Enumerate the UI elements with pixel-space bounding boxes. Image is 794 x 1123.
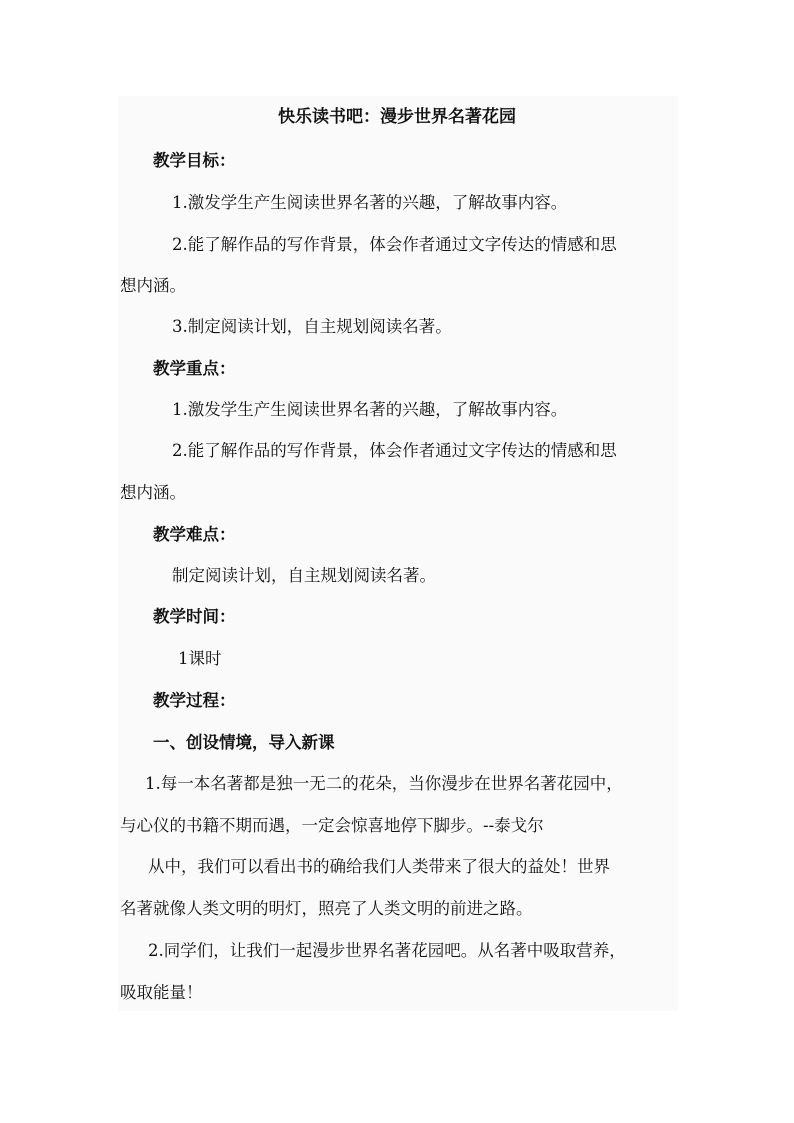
process-paragraph-2-continued: 名著就像人类文明的明灯，照亮了人类文明的前进之路。 (120, 899, 533, 918)
process-paragraph-1: 1.每一本名著都是独一无二的花朵，当你漫步在世界名著花园中， (145, 774, 623, 793)
document-title: 快乐读书吧：漫步世界名著花园 (278, 107, 516, 127)
time-heading: 教学时间： (153, 607, 236, 626)
difficulties-text: 制定阅读计划，自主规划阅读名著。 (172, 566, 436, 585)
key-point-item-2: 2.能了解作品的写作背景，体会作者通过文字传达的情感和思 (172, 441, 617, 460)
objective-item-3: 3.制定阅读计划，自主规划阅读名著。 (172, 317, 452, 336)
process-heading: 教学过程： (153, 691, 236, 710)
objective-item-1: 1.激发学生产生阅读世界名著的兴趣，了解故事内容。 (172, 193, 568, 212)
objectives-heading: 教学目标： (153, 151, 236, 170)
objective-item-2-continued: 想内涵。 (120, 276, 186, 295)
process-paragraph-3: 2.同学们，让我们一起漫步世界名著花园吧。从名著中吸取营养， (148, 941, 626, 960)
process-step1-heading: 一、创设情境，导入新课 (153, 733, 335, 752)
key-point-item-2-continued: 想内涵。 (120, 483, 186, 502)
process-paragraph-1-continued: 与心仪的书籍不期而遇，一定会惊喜地停下脚步。--泰戈尔 (120, 816, 544, 835)
objective-item-2: 2.能了解作品的写作背景，体会作者通过文字传达的情感和思 (172, 235, 617, 254)
difficulties-heading: 教学难点： (153, 525, 236, 544)
process-paragraph-2: 从中，我们可以看出书的确给我们人类带来了很大的益处！世界 (148, 857, 610, 876)
time-text: 1课时 (178, 649, 222, 668)
process-paragraph-3-continued: 吸取能量！ (120, 983, 203, 1002)
key-points-heading: 教学重点： (153, 359, 236, 378)
key-point-item-1: 1.激发学生产生阅读世界名著的兴趣，了解故事内容。 (172, 400, 568, 419)
